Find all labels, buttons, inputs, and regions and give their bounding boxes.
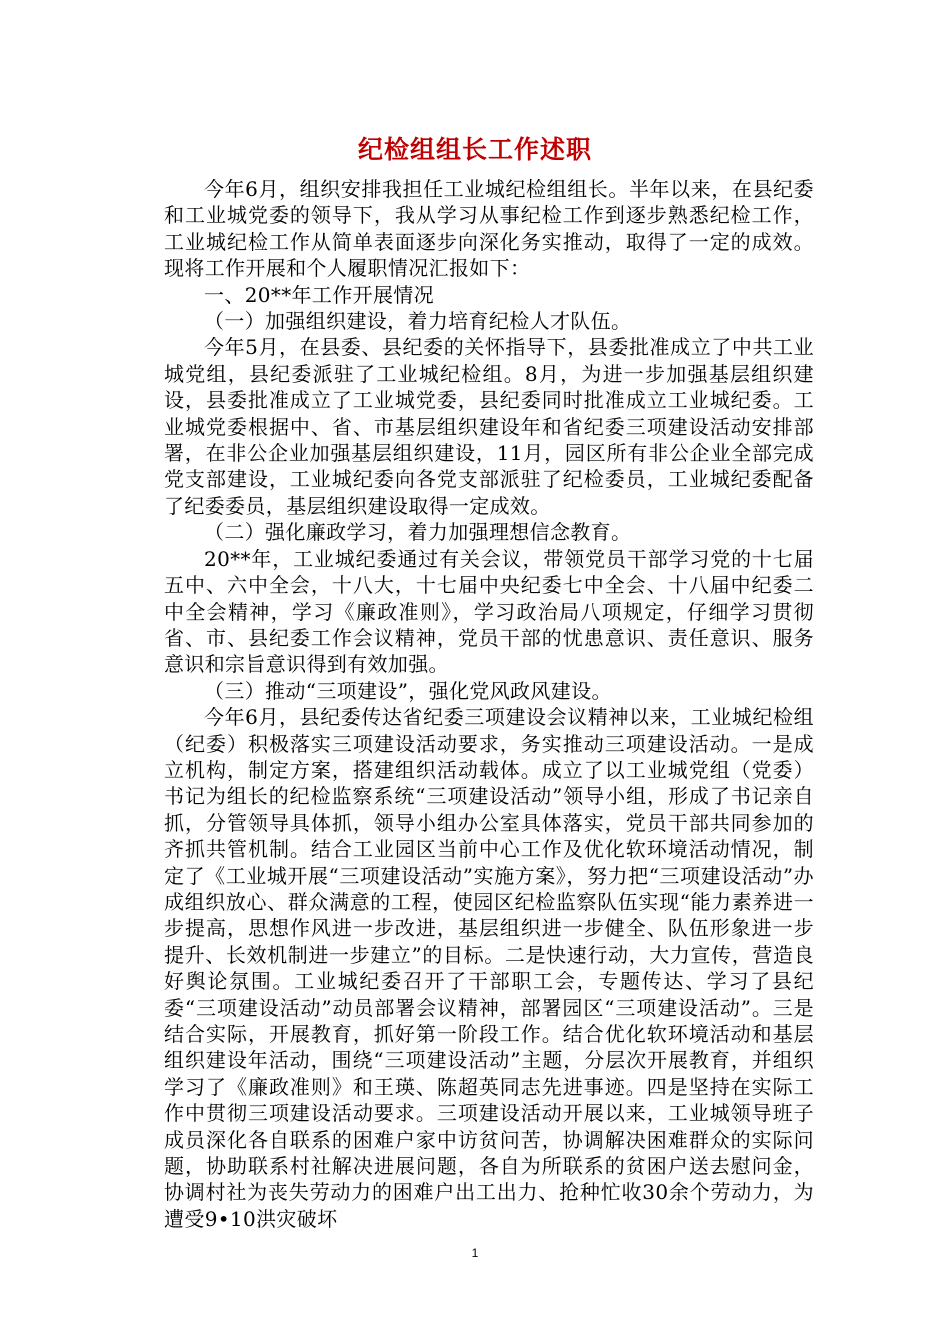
- paragraph-intro: 今年6月，组织安排我担任工业城纪检组组长。半年以来，在县纪委和工业城党委的领导下，我从学习从事纪检工作到逐步熟悉纪检工作，工业城纪检工作从简单表面逐步向深化务实推动，取得了一定的成效。现将工作开展和个人履职情况汇报如下：: [164, 177, 814, 281]
- section-heading-1: 一、20**年工作开展情况: [204, 282, 434, 307]
- subsection-heading-1: （一）加强组织建设，着力培育纪检人才队伍。: [204, 309, 632, 334]
- paragraph-three-constructions: 今年6月，县纪委传达省纪委三项建设会议精神以来，工业城纪检组（纪委）积极落实三项建设活动要求，务实推动三项建设活动。一是成立机构，制定方案，搭建组织活动载体。成立了以工业城党组（党委）书记为组长的纪检监察系统“三项建设活动”领导小组，形成了书记亲自抓，分管领导具体抓，领导小组办公室具体落实，党员干部共同参加的齐抓共管机制。结合工业园区当前中心工作及优化软环境活动情况，制定了《工业城开展“三项建设活动”实施方案》，努力把“三项建设活动”办成组织放心、群众满意的工程，使园区纪检监察队伍实现“能力素养进一步提高，思想作风进一步改进，基层组织进一步健全、队伍形象进一步提升、长效机制进一步建立”的目标。二是快速行动，大力宣传，营造良好舆论氛围。工业城纪委召开了干部职工会，专题传达、学习了县纪委“三项建设活动”动员部署会议精神，部署园区“三项建设活动”。三是结合实际，开展教育，抓好第一阶段工作。结合优化软环境活动和基层组织建设年活动，围绕“三项建设活动”主题，分层次开展教育，并组织学习了《廉政准则》和王瑛、陈超英同志先进事迹。四是坚持在实际工作中贯彻三项建设活动要求。三项建设活动开展以来，工业城领导班子成员深化各自联系的困难户家中访贫问苦，协调解决困难群众的实际问题，协助联系村社解决进展问题，各自为所联系的贫困户送去慰问金，协调村社为丧失劳动力的困难户出工出力、抢种忙收30余个劳动力，为遭受9•10洪灾破坏: [164, 705, 814, 1231]
- paragraph-study: 20**年，工业城纪委通过有关会议，带领党员干部学习党的十七届五中、六中全会，十八大，十七届中央纪委七中全会、十八届中纪委二中全会精神，学习《廉政准则》，学习政治局八项规定，仔细学习贯彻省、市、县纪委工作会议精神，党员干部的忧患意识、责任意识、服务意识和宗旨意识得到有效加强。: [164, 546, 814, 677]
- paragraph-organization: 今年5月，在县委、县纪委的关怀指导下，县委批准成立了中共工业城党组，县纪委派驻了工业城纪检组。8月，为进一步加强基层组织建设，县委批准成立了工业城党委，县纪委同时批准成立工业城纪委。工业城党委根据中、省、市基层组织建设年和省纪委三项建设活动安排部署，在非公企业加强基层组织建设，11月，园区所有非公企业全部完成党支部建设，工业城纪委向各党支部派驻了纪检委员，工业城纪委配备了纪委委员，基层组织建设取得一定成效。: [164, 335, 814, 518]
- page-number: 1: [471, 1246, 479, 1260]
- document-title: 纪检组组长工作述职: [357, 135, 592, 164]
- document-body: [164, 176, 814, 1232]
- subsection-heading-2: （二）强化廉政学习，着力加强理想信念教育。: [204, 520, 632, 545]
- subsection-heading-3: （三）推动“三项建设”，强化党风政风建设。: [204, 678, 612, 703]
